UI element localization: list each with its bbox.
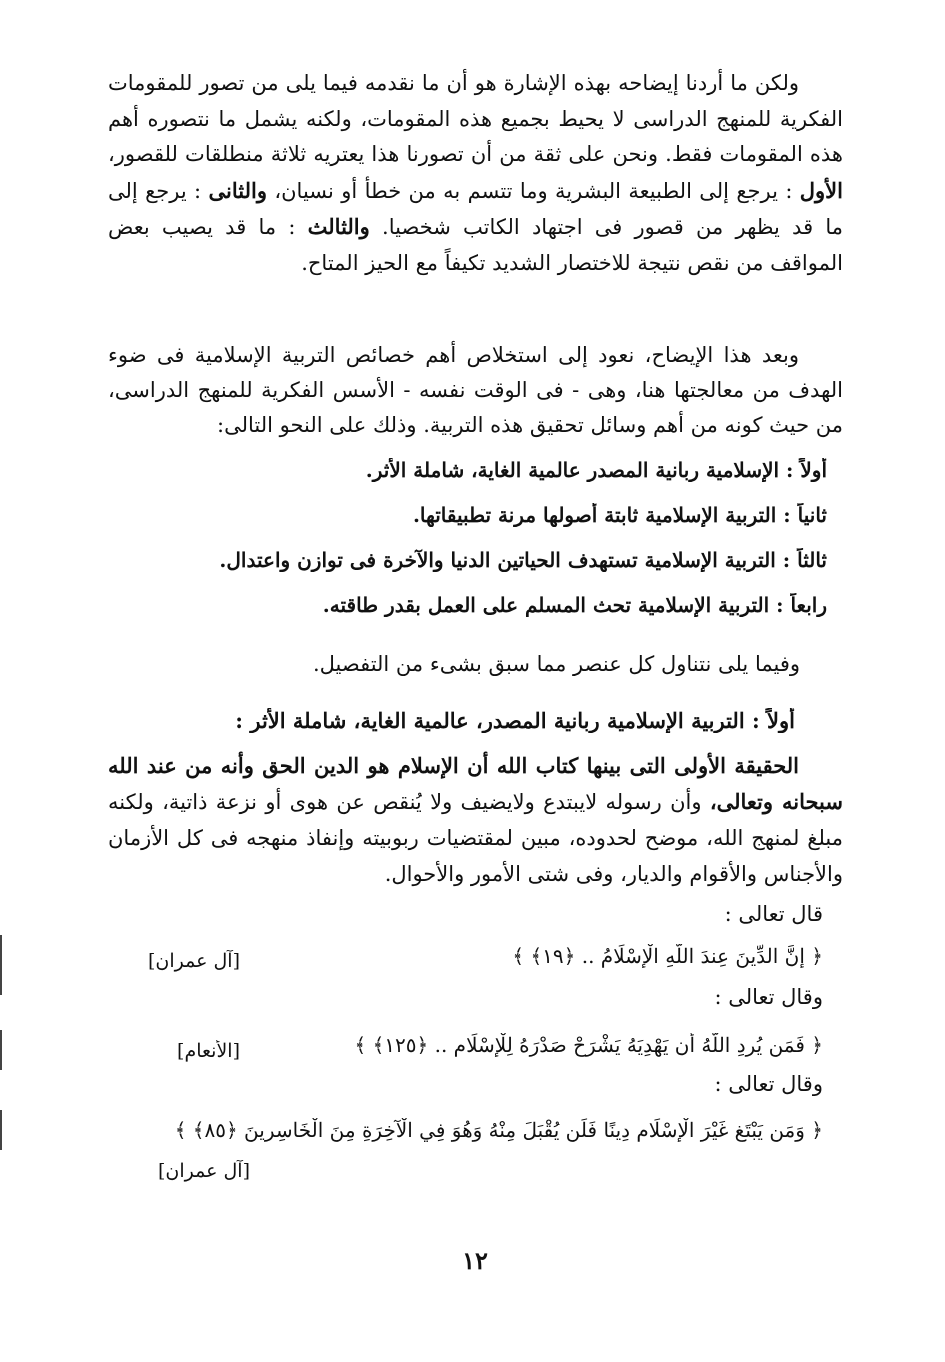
quran-verse: ﴿ وَمَن يَبْتَغِ غَيْرَ الْإِسْلَامِ دِينًا فَلَن يُقْبَلَ مِنْهُ وَهُوَ فِي الْآخِرَةِ مِنَ الْخَاسِرِينَ ﴿٨٥﴾ ﴾ [174,1118,823,1142]
first-truth-rest: وأن رسوله لايبتدع ولايضيف ولا يُنقص عن هوى أو نزعة ذاتية، ولكنه مبلغ لمنهج الله، موضح لحدوده، مبين لمقتضيات ربوبيته وإنفاذ منهجه فى كل الأزمان والأجناس والأقوام والديار، وفى شتى الأمور والأحوال. [108,790,843,886]
second-point-label: والثانى [208,177,267,203]
section-heading: أولاً : التربية الإسلامية ربانية المصدر، عالمية الغاية، شاملة الأثر : [235,708,795,733]
third-point-label: والثالث [307,214,370,239]
quran-verse: ﴿ فَمَن يُرِدِ اللَّهُ أَن يَهْدِيَهُ يَشْرَحْ صَدْرَهُ لِلْإِسْلَامِ .. ﴿١٢٥﴾ ﴾ [354,1033,823,1057]
list-item-fourth: رابعاً : التربية الإسلامية تحث المسلم على العمل بقدر طاقته. [322,593,827,617]
quote-label: وقال تعالى : [714,1072,823,1096]
characteristics-paragraph: وبعد هذا الإيضاح، نعود إلى استخلاص أهم خصائص التربية الإسلامية فى ضوء الهدف من معالجتها هنا، وهى - فى الوقت نفسه - الأسس الفكرية للمنهج الدراسى، من حيث كونه من أهم وسائل تحقيق هذه التربية. وذلك على النحو التالى: [108,343,843,437]
scan-edge-mark [0,1030,2,1070]
third-point-text: : ما قد يصيب بعض المواقف من نقص نتيجة للاختصار الشديد تكيفاً مع الحيز المتاح. [108,215,843,275]
first-truth-intro: الحقيقة الأولى التى بينها كتاب الله أن الإسلام هو الدين الحق وأنه من عند الله سبحانه وتعالى، [108,753,843,814]
first-point-label: الأول [799,177,843,203]
quran-verse: ﴿ إِنَّ الدِّينَ عِندَ اللَّهِ الْإِسْلَامُ .. ﴿١٩﴾ ﴾ [512,944,823,968]
intro-paragraph [108,66,843,281]
quote-label: وقال تعالى : [714,985,823,1009]
surah-reference: [آل عمران] [158,1160,250,1182]
first-truth-paragraph [108,748,843,892]
follow-up-text: وفيما يلى نتناول كل عنصر مما سبق بشىء من التفصيل. [312,652,800,676]
list-item-second: ثانياً : التربية الإسلامية ثابتة أصولها مرنة تطبيقاتها. [412,503,827,527]
list-item-first: أولاً : الإسلامية ربانية المصدر عالمية الغاية، شاملة الأثر. [365,458,827,482]
first-point-text: : يرجع إلى الطبيعة البشرية وما تتسم به من خطأ أو نسيان، [274,178,793,203]
scan-edge-mark [0,935,2,995]
intro-sentence: ولكن ما أردنا إيضاحه بهذه الإشارة هو أن ما نقدمه فيما يلى من تصور للمقومات الفكرية للمنهج الدراسى لا يحيط بجميع هذه المقومات، ولكنه يشمل ما نتصوره أهم هذه المقومات فقط. ونحن على ثقة من أن تصورنا هذا يعتريه ثلاثة منطلقات للقصور، [108,71,843,166]
surah-reference: [الأنعام] [177,1040,240,1062]
surah-reference: [آل عمران] [148,950,240,972]
second-point-text: : يرجع إلى ما قد يظهر من قصور فى اجتهاد الكاتب شخصيا. [108,178,843,239]
list-item-third: ثالثاً : التربية الإسلامية تستهدف الحياتين الدنيا والآخرة فى توازن واعتدال. [219,548,827,572]
page-number: ١٢ [462,1246,488,1275]
scan-edge-mark [0,1110,2,1150]
bleed-through-shadow [815,1010,935,1150]
quote-label: قال تعالى : [724,902,823,926]
